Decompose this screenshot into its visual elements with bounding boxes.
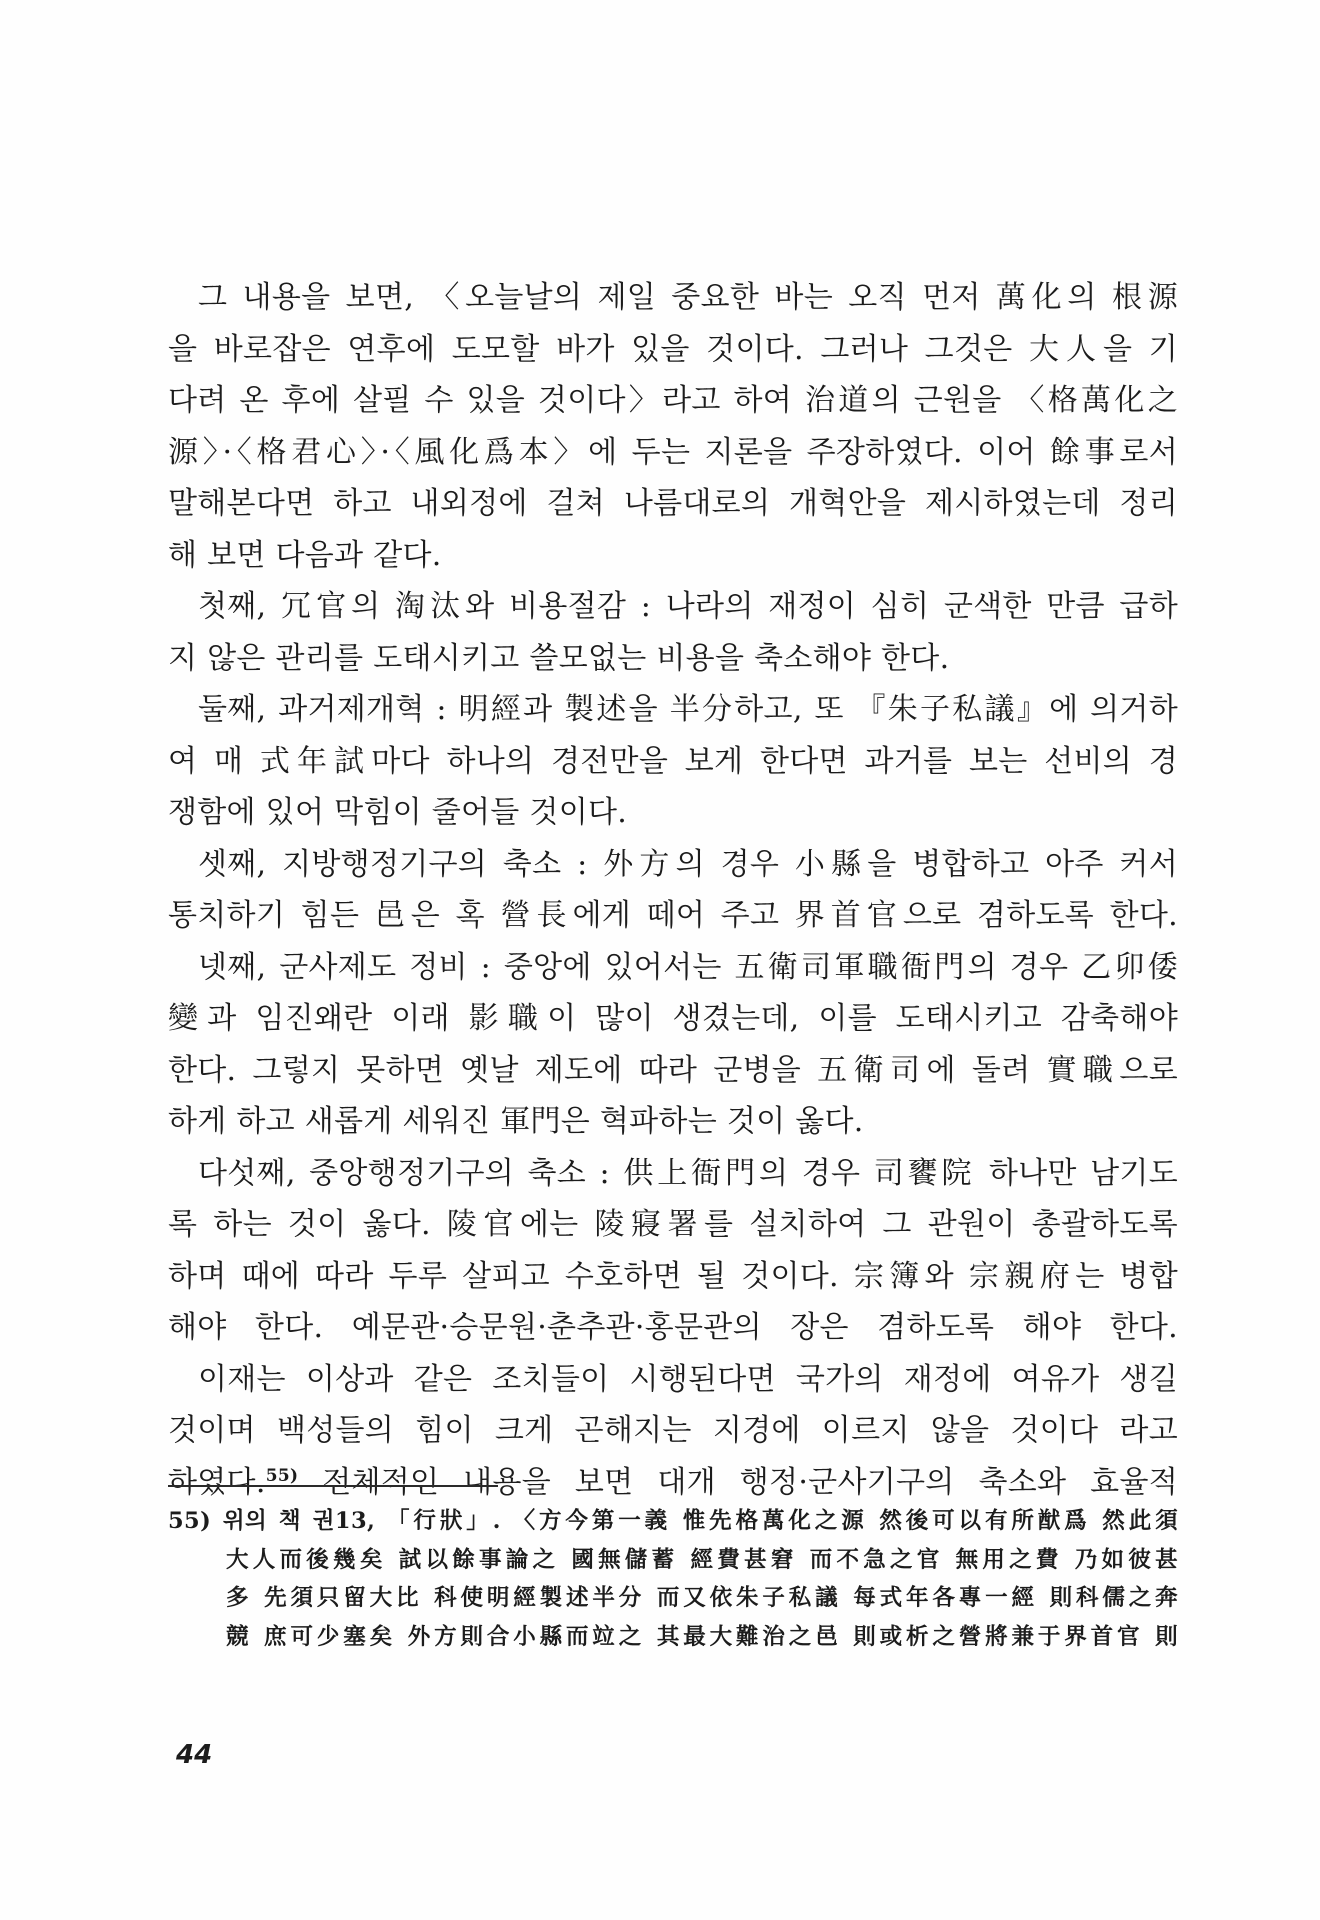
text-line: 다려 온 후에 살필 수 있을 것이다〉라고 하여 治道의 근원을 〈格萬化之 [168,383,1178,418]
footnote-divider [168,1485,498,1487]
text-line: 源〉·〈格君心〉·〈風化爲本〉에 두는 지론을 주장하였다. 이어 餘事로서 [168,434,1178,470]
text-line: 둘째, 과거제개혁 : 明經과 製述을 半分하고, 또 『朱子私議』에 의거하 [198,692,1178,727]
text-line: 지 않은 관리를 도태시키고 쓸모없는 비용을 축소해야 한다. [168,640,950,676]
text-line: 통치하기 힘든 邑은 혹 營長에게 떼어 주고 界首官으로 겸하도록 한다. [168,898,1178,933]
text-line: 다섯째, 중앙행정기구의 축소 : 供上衙門의 경우 司饔院 하나만 남기도 [198,1155,1178,1191]
text-segment: 전체적인 내용을 보면 대개 행정·군사기구의 축소와 효율적 [322,1464,1179,1500]
text-line: 을 바로잡은 연후에 도모할 바가 있을 것이다. 그러나 그것은 大人을 기 [168,331,1178,367]
text-line: 하게 하고 새롭게 세워진 軍門은 혁파하는 것이 옳다. [168,1104,864,1139]
text-line: 넷째, 군사제도 정비 : 중앙에 있어서는 五衛司軍職衙門의 경우 乙卯倭 [198,949,1178,985]
text-line: 하며 때에 따라 두루 살피고 수호하면 될 것이다. 宗簿와 宗親府는 병합 [168,1258,1178,1294]
footnote-line: 競 庶可少塞矣 外方則合小縣而竝之 其最大難治之邑 則或析之營將兼于界首官 則 [226,1623,1178,1650]
text-line: 이재는 이상과 같은 조치들이 시행된다면 국가의 재정에 여유가 생길 [198,1361,1178,1397]
text-line: 셋째, 지방행정기구의 축소 : 外方의 경우 小縣을 병합하고 아주 커서 [198,846,1178,882]
text-line: 록 하는 것이 옳다. 陵官에는 陵寢署를 설치하여 그 관원이 총괄하도록 [168,1207,1178,1242]
footnote-line: 大人而後幾矣 試以餘事論之 國無儲蓄 經費甚窘 而不急之官 無用之費 乃如彼甚 [226,1546,1178,1573]
main-text [168,272,1178,1508]
text-segment: 하였다. [168,1464,266,1500]
text-line: 해야 한다. 예문관·승문원·춘추관·홍문관의 장은 겸하도록 해야 한다. [168,1310,1178,1345]
text-line: 한다. 그렇지 못하면 옛날 제도에 따라 군병을 五衛司에 돌려 實職으로 [168,1052,1178,1088]
text-line: 해 보면 다음과 같다. [168,537,442,573]
footnote-line: 多 先須只留大比 科使明經製述半分 而又依朱子私議 每式年各專一經 則科儒之奔 [226,1585,1178,1611]
footnote-text: 위의 책 권13, 「行狀」. 〈方今第一義 惟先格萬化之源 然後可以有所猷爲 然此須 [222,1508,1179,1534]
text-line: 말해본다면 하고 내외정에 걸쳐 나름대로의 개혁안을 제시하였는데 정리 [168,486,1178,521]
footnote [168,1502,1178,1656]
footnote-label: 55) [168,1508,212,1534]
text-line: 쟁함에 있어 막힘이 줄어들 것이다. [168,795,628,830]
text-line: 여 매 式年試마다 하나의 경전만을 보게 한다면 과거를 보는 선비의 경 [168,743,1178,779]
footnote-line [168,1502,1178,1541]
text-line: 變과 임진왜란 이래 影職이 많이 생겼는데, 이를 도태시키고 감축해야 [168,1001,1178,1036]
footnote-marker: 55) [265,1465,299,1486]
page-number: 44 [176,1740,213,1770]
text-line [168,1457,1178,1509]
text-line: 것이며 백성들의 힘이 크게 곤해지는 지경에 이르지 않을 것이다 라고 [168,1413,1178,1448]
text-line: 그 내용을 보면, 〈오늘날의 제일 중요한 바는 오직 먼저 萬化의 根源 [198,280,1178,315]
text-line: 첫째, 冗官의 淘汰와 비용절감 : 나라의 재정이 심히 군색한 만큼 급하 [198,589,1178,624]
